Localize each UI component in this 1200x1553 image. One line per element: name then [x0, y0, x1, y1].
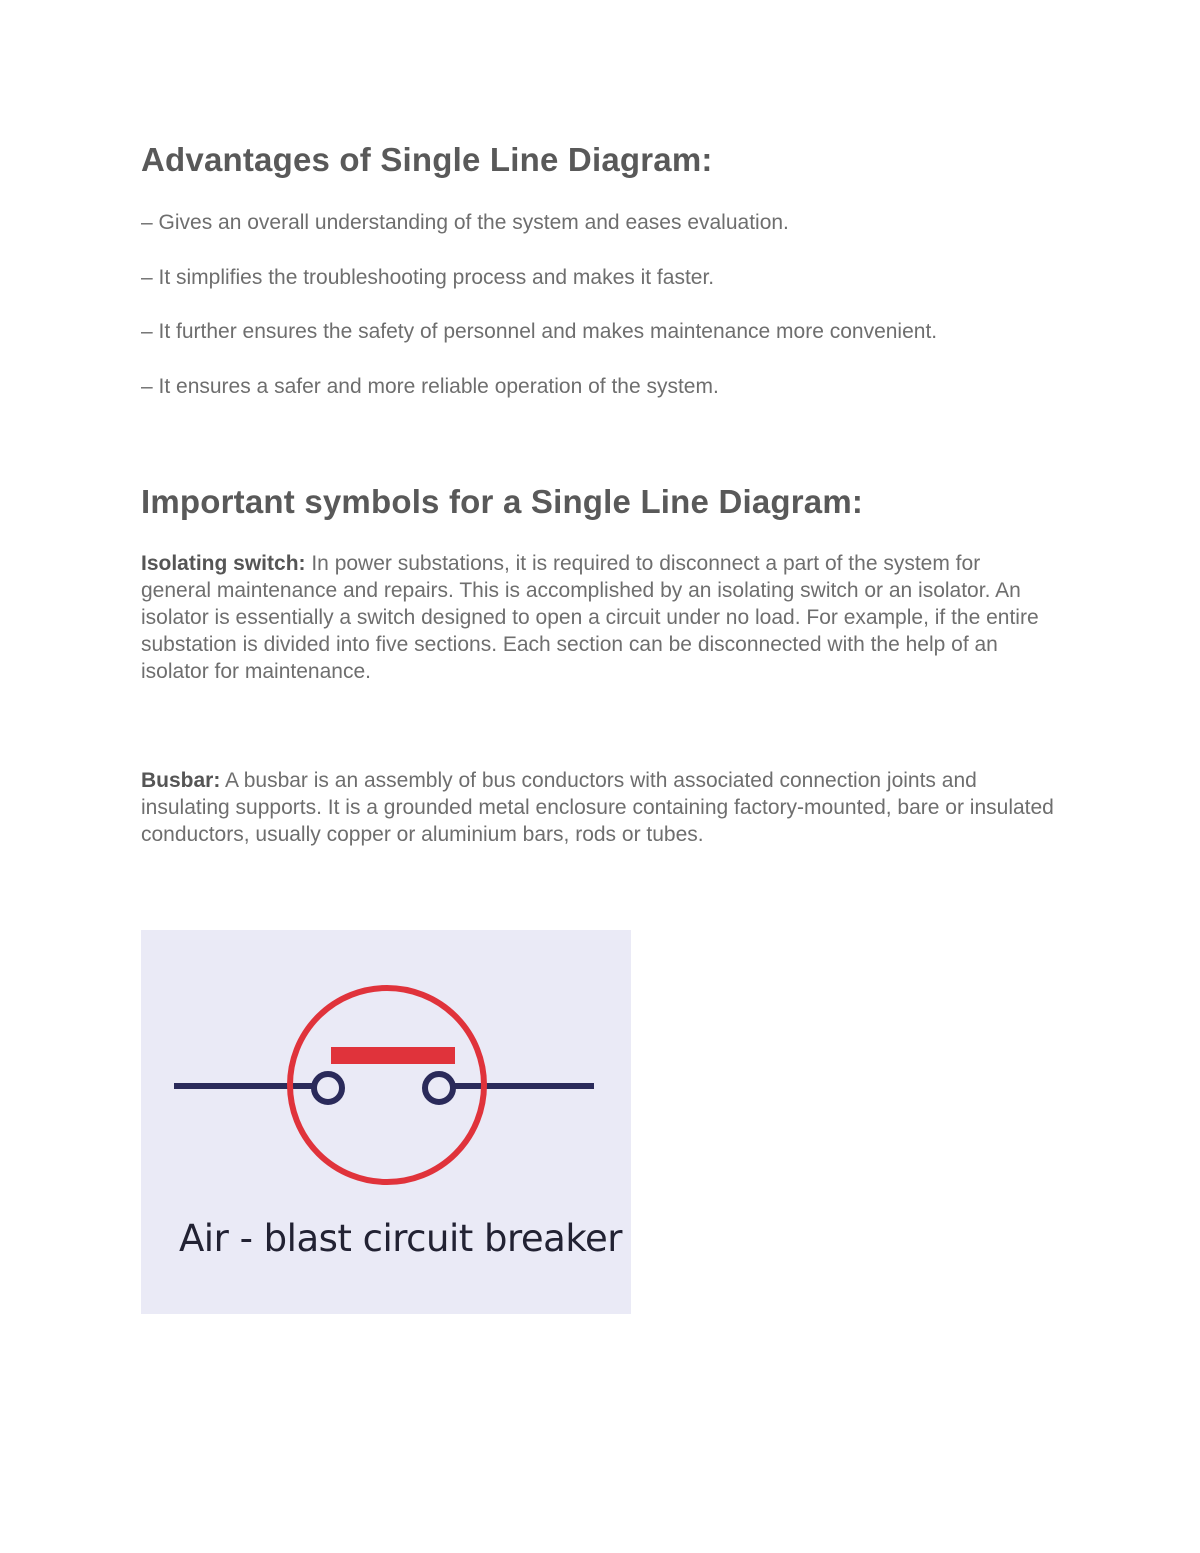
right-terminal [425, 1074, 453, 1102]
isolating-switch-term: Isolating switch: [141, 552, 306, 575]
advantage-item-4: – It ensures a safer and more reliable operation of the system. [141, 375, 719, 398]
breaker-contact-bar [331, 1047, 455, 1064]
advantages-heading: Advantages of Single Line Diagram: [141, 141, 713, 178]
advantage-item-3: – It further ensures the safety of personnel and makes maintenance more convenient. [141, 320, 938, 343]
symbols-heading: Important symbols for a Single Line Diagram: [141, 483, 864, 520]
busbar-paragraph [141, 767, 1056, 848]
air-blast-circuit-breaker-figure [141, 930, 631, 1314]
figure-caption: Air - blast circuit breaker [179, 1217, 622, 1260]
advantage-item-1: – Gives an overall understanding of the system and eases evaluation. [141, 211, 789, 234]
isolating-switch-text: In power substations, it is required to disconnect a part of the system for general maintenance and repairs. This is accomplished by an isolating switch or an isolator. An isolator is essentially a switch designed to open a circuit under no load. For example, if the entire substation is divided into five sections. Each section can be disconnected with the help of an isolator for maintenance. [141, 552, 1039, 683]
busbar-text: A busbar is an assembly of bus conductors with associated connection joints and insulating supports. It is a grounded metal enclosure containing factory-mounted, bare or insulated conductors, usually copper or aluminium bars, rods or tubes. [141, 769, 1054, 846]
advantage-item-2: – It simplifies the troubleshooting process and makes it faster. [141, 266, 715, 289]
left-terminal [314, 1074, 342, 1102]
isolating-switch-paragraph [141, 550, 1056, 685]
busbar-term: Busbar: [141, 769, 221, 792]
